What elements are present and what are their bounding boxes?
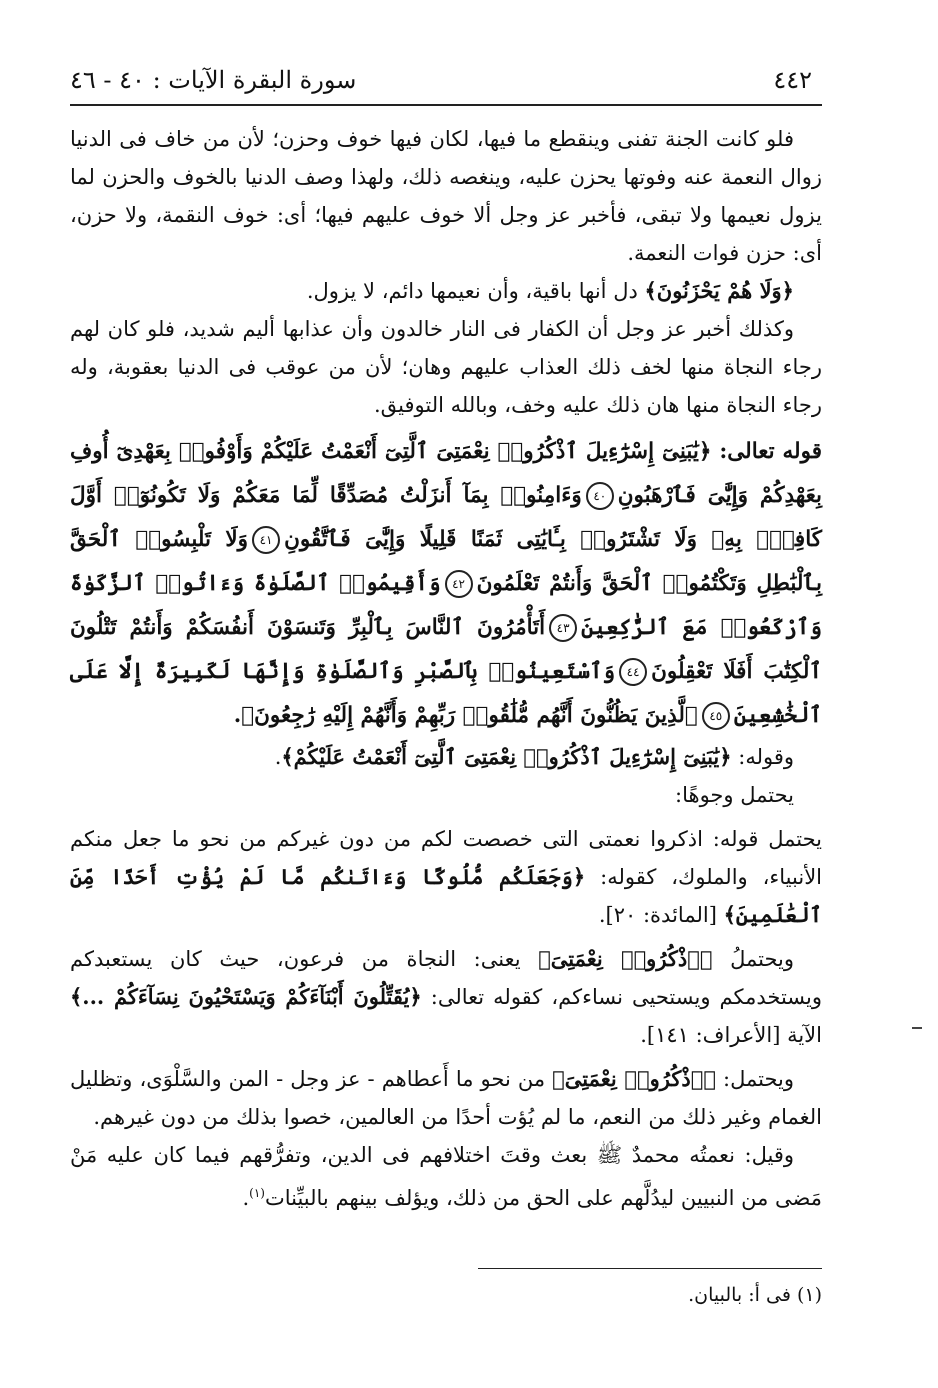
paragraph-10 xyxy=(70,1136,822,1217)
ayah-marker-43: ٤٣ xyxy=(549,614,577,642)
paragraph-7 xyxy=(70,820,822,934)
verse-43: وَأَقِيمُوا۟ ٱلصَّلَوٰةَ وَءَاتُوا۟ ٱلزَّكَوٰةَ وَٱرْكَعُوا۟ مَعَ ٱلرَّٰكِعِينَ xyxy=(70,571,822,640)
verse-45: وَٱسْتَعِينُوا۟ بِٱلصَّبْرِ وَٱلصَّلَوٰةِ وَإِنَّهَا لَكَبِيرَةٌ إِلَّا عَلَى ٱلْخَٰشِعِينَ xyxy=(70,659,822,728)
verse-block xyxy=(70,430,822,738)
quran-quote: ﴿ٱذْكُرُوا۟ نِعْمَتِىَ﴾ xyxy=(552,1066,716,1091)
ayah-marker-40: ٤٠ xyxy=(586,482,614,510)
main-text xyxy=(70,120,822,1217)
paragraph-9-lead: ويحتمل: xyxy=(715,1067,794,1091)
paragraph-2-text: دل أنها باقية، وأن نعيمها دائم، لا يزول. xyxy=(306,279,645,303)
paragraph-3: وكذلك أخبر عز وجل أن الكفار فى النار خالدون وأن عذابها أليم شديد، فلو كان لهم رجاء النجاة منها لخف ذلك العذاب عليهم وهان؛ لأن من عوقب فى الدنيا بعقوبة، وله رجاء النجاة منها هان ذلك عليه وخف، وبالله التوفيق. xyxy=(70,317,822,417)
paragraph-7-ref: [المائدة: ٢٠]. xyxy=(598,903,724,927)
quran-quote: ﴿ٱذْكُرُوا۟ نِعْمَتِىَ﴾ xyxy=(538,946,713,971)
page-header xyxy=(70,58,822,102)
running-title: سورة البقرة الآيات : ٤٠ - ٤٦ xyxy=(70,66,357,94)
header-divider xyxy=(70,104,822,106)
quran-quote: ﴿يُقَتِّلُونَ أَبْنَآءَكُمْ وَيَسْتَحْيُونَ نِسَآءَكُمْ ...﴾ xyxy=(70,984,422,1009)
quran-quote: ﴿يَٰبَنِىٓ إِسْرَٰٓءِيلَ ٱذْكُرُوا۟ نِعْمَتِىَ ٱلَّتِىٓ أَنْعَمْتُ عَلَيْكُمْ﴾ xyxy=(281,744,732,769)
paragraph-2 xyxy=(70,272,822,310)
paragraph-8 xyxy=(70,940,822,1054)
margin-mark xyxy=(912,1027,922,1029)
paragraph-9 xyxy=(70,1060,822,1136)
paragraph-10-text: وقيل: نعمتُه محمدٌ ﷺ بعث وقتَ اختلافهم فى الدين، وتفرُّقهم فيما كان عليه مَنْ مَضى من النبيين ليدُلَّهم على الحق من ذلك، ويؤلف بينهم بالبيِّنات xyxy=(70,1143,822,1210)
paragraph-5 xyxy=(70,738,822,776)
verse-40: ﴿يَٰبَنِىٓ إِسْرَٰٓءِيلَ ٱذْكُرُوا۟ نِعْمَتِىَ ٱلَّتِىٓ أَنْعَمْتُ عَلَيْكُمْ وَأَوْفُوا۟ بِعَهْدِىٓ أُوفِ بِعَهْدِكُمْ وَإِيَّٰىَ فَٱرْهَبُونِ xyxy=(70,439,822,508)
footnote-divider xyxy=(478,1268,822,1269)
paragraph-8-text: يعنى: النجاة من فرعون، حيث كان يستعبدكم ويستخدمكم ويستحيى نساءكم، كقوله تعالى: xyxy=(70,947,822,1009)
quran-quote: ﴿وَجَعَلَكُم مُّلُوكًا وَءَاتَىٰكُم مَّا لَمْ يُؤْتِ أَحَدًا مِّنَ ٱلْعَٰلَمِينَ﴾ xyxy=(70,864,822,927)
ayah-marker-42: ٤٢ xyxy=(445,570,473,598)
paragraph-5-end: . xyxy=(274,745,282,769)
ayah-marker-41: ٤١ xyxy=(252,526,280,554)
paragraph-5-lead: وقوله: xyxy=(731,745,794,769)
footnote: (١) فى أ: بالبيان. xyxy=(688,1284,822,1306)
paragraph-9-text: من نحو ما أَعطاهم - عز وجل - المن والسَّلْوَى، وتظليل الغمام وغير ذلك من النعم، ما لم يُؤت أحدًا من العالمين، خصوا بذلك من دون غيرهم. xyxy=(70,1067,822,1129)
paragraph-8-lead: ويحتملُ xyxy=(712,947,794,971)
paragraph-10-end: . xyxy=(242,1186,250,1210)
paragraph-7-text: يحتمل قوله: اذكروا نعمتى التى خصصت لكم من دون غيركم من نحو ما جعل منكم الأنبياء، والملوك، كقوله: xyxy=(70,827,823,889)
ayah-marker-44: ٤٤ xyxy=(619,658,647,686)
verse-42: وَلَا تَلْبِسُوا۟ ٱلْحَقَّ بِٱلْبَٰطِلِ وَتَكْتُمُوا۟ ٱلْحَقَّ وَأَنتُمْ تَعْلَمُونَ xyxy=(70,527,822,596)
paragraph-6: يحتمل وجوهًا: xyxy=(675,783,794,807)
page-number: ٤٤٢ xyxy=(773,66,812,94)
verse-label: قوله تعالى: xyxy=(711,439,822,464)
verse-41: وَءَامِنُوا۟ بِمَآ أَنزَلْتُ مُصَدِّقًا لِّمَا مَعَكُمْ وَلَا تَكُونُوٓا۟ أَوَّلَ كَافِرٍۭ بِهِۦ وَلَا تَشْتَرُوا۟ بِـَٔايَٰتِى ثَمَنًا قَلِيلًا وَإِيَّٰىَ فَٱتَّقُونِ xyxy=(70,483,822,552)
verse-44: أَتَأْمُرُونَ ٱلنَّاسَ بِٱلْبِرِّ وَتَنسَوْنَ أَنفُسَكُمْ وَأَنتُمْ تَتْلُونَ ٱلْكِتَٰبَ أَفَلَا تَعْقِلُونَ xyxy=(70,615,823,684)
quran-quote: ﴿وَلَا هُمْ يَحْزَنُونَ﴾ xyxy=(644,278,794,303)
verse-46: ٱلَّذِينَ يَظُنُّونَ أَنَّهُم مُّلَٰقُوا۟ رَبِّهِمْ وَأَنَّهُمْ إِلَيْهِ رَٰجِعُونَ﴾. xyxy=(233,703,698,728)
paragraph-8-ref: الآية [الأعراف: ١٤١]. xyxy=(640,1023,822,1047)
ayah-marker-45: ٤٥ xyxy=(702,702,730,730)
paragraph-1: فلو كانت الجنة تفنى وينقطع ما فيها، لكان فيها خوف وحزن؛ لأن من خاف فى الدنيا زوال النعمة عنه وفوتها يحزن عليه، وينغصه ذلك، ولهذا وصف الدنيا بالخوف والحزن لما يزول نعيمها ولا تبقى، فأخبر عز وجل ألا خوف عليهم فيها؛ أى: خوف النقمة، ولا حزن، أى: حزن فوات النعمة. xyxy=(70,127,822,265)
footnote-marker: (١) xyxy=(249,1186,265,1200)
